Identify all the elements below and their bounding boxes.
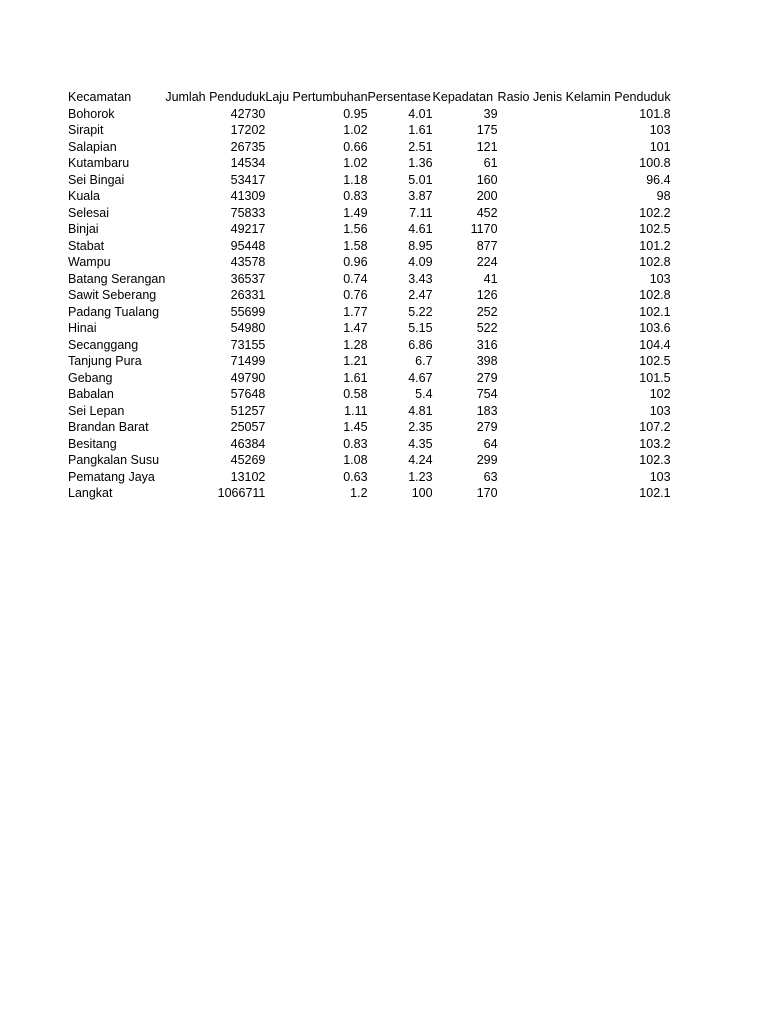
cell-persentase: 6.7 — [415, 354, 433, 368]
table-row — [68, 419, 671, 436]
cell-kepadatan: 224 — [476, 255, 498, 269]
cell-persentase: 2.47 — [408, 288, 433, 302]
cell-kecamatan: Hinai — [68, 321, 97, 335]
table-row — [68, 386, 671, 403]
cell-rasio-jenis-kelamin: 107.2 — [639, 420, 671, 434]
cell-jumlah-penduduk: 41309 — [230, 189, 266, 203]
cell-kecamatan: Brandan Barat — [68, 420, 149, 434]
cell-laju-pertumbuhan: 1.45 — [343, 420, 368, 434]
header-rasio-jenis-kelamin: Rasio Jenis Kelamin Penduduk — [497, 90, 671, 104]
cell-laju-pertumbuhan: 1.2 — [350, 486, 368, 500]
cell-kepadatan: 398 — [476, 354, 498, 368]
table-row — [68, 238, 671, 255]
cell-kecamatan: Besitang — [68, 436, 117, 451]
cell-kecamatan: Pangkalan Susu — [68, 453, 160, 467]
cell-kepadatan: 170 — [476, 486, 498, 500]
cell-kecamatan: Wampu — [68, 255, 111, 269]
table-row — [68, 469, 671, 486]
cell-kepadatan: 61 — [483, 156, 498, 170]
cell-persentase: 8.95 — [408, 238, 433, 253]
cell-rasio-jenis-kelamin: 102.3 — [639, 453, 671, 467]
cell-kecamatan: Pematang Jaya — [68, 469, 155, 484]
cell-persentase: 4.09 — [408, 255, 433, 269]
cell-kecamatan: Sei Bingai — [68, 172, 125, 187]
cell-rasio-jenis-kelamin: 104.4 — [639, 337, 671, 352]
table-row — [68, 254, 671, 271]
cell-laju-pertumbuhan: 1.08 — [343, 453, 368, 467]
table-row — [68, 188, 671, 205]
table-row — [68, 485, 671, 502]
cell-rasio-jenis-kelamin: 103 — [649, 469, 671, 484]
cell-jumlah-penduduk: 55699 — [230, 304, 266, 319]
cell-kepadatan: 121 — [476, 139, 498, 154]
table-row — [68, 452, 671, 469]
table-row — [68, 155, 671, 172]
cell-laju-pertumbuhan: 1.77 — [343, 304, 368, 319]
cell-rasio-jenis-kelamin: 102.1 — [639, 486, 671, 500]
table-row — [68, 337, 671, 354]
cell-kepadatan: 877 — [476, 238, 498, 253]
cell-kecamatan: Kuala — [68, 189, 100, 203]
cell-kepadatan: 39 — [483, 106, 498, 121]
cell-kepadatan: 126 — [476, 288, 498, 302]
cell-jumlah-penduduk: 36537 — [230, 271, 266, 286]
cell-kepadatan: 183 — [476, 403, 498, 418]
cell-persentase: 4.67 — [408, 370, 433, 385]
cell-laju-pertumbuhan: 0.63 — [343, 469, 368, 484]
cell-jumlah-penduduk: 75833 — [230, 205, 266, 220]
cell-jumlah-penduduk: 25057 — [230, 420, 266, 434]
cell-jumlah-penduduk: 49790 — [230, 370, 266, 385]
table-row — [68, 221, 671, 238]
spreadsheet-page — [68, 89, 671, 502]
cell-laju-pertumbuhan: 0.76 — [343, 288, 368, 302]
cell-kecamatan: Sawit Seberang — [68, 288, 157, 302]
cell-laju-pertumbuhan: 1.61 — [343, 370, 368, 385]
cell-kepadatan: 1170 — [470, 222, 498, 236]
cell-rasio-jenis-kelamin: 101.8 — [639, 106, 671, 121]
table-row — [68, 370, 671, 387]
cell-kecamatan: Gebang — [68, 370, 113, 385]
cell-persentase: 2.51 — [408, 139, 433, 154]
table-row — [68, 436, 671, 453]
cell-jumlah-penduduk: 51257 — [230, 403, 266, 418]
cell-jumlah-penduduk: 71499 — [230, 354, 266, 368]
cell-persentase: 3.87 — [408, 189, 433, 203]
cell-kepadatan: 64 — [483, 436, 498, 451]
cell-rasio-jenis-kelamin: 101 — [649, 139, 671, 154]
cell-laju-pertumbuhan: 1.02 — [343, 156, 368, 170]
table-row — [68, 287, 671, 304]
cell-kecamatan: Salapian — [68, 139, 117, 154]
cell-rasio-jenis-kelamin: 103.6 — [639, 321, 671, 335]
cell-jumlah-penduduk: 26331 — [230, 288, 266, 302]
cell-persentase: 5.22 — [408, 304, 433, 319]
cell-jumlah-penduduk: 73155 — [230, 337, 266, 352]
cell-kepadatan: 279 — [476, 370, 498, 385]
cell-kepadatan: 252 — [476, 304, 498, 319]
table-row — [68, 403, 671, 420]
cell-jumlah-penduduk: 95448 — [230, 238, 266, 253]
table-row — [68, 353, 671, 370]
cell-laju-pertumbuhan: 1.11 — [344, 403, 368, 418]
cell-laju-pertumbuhan: 1.58 — [343, 238, 368, 253]
cell-kecamatan: Secanggang — [68, 337, 139, 352]
cell-rasio-jenis-kelamin: 102.5 — [639, 222, 671, 236]
table-row — [68, 139, 671, 156]
cell-rasio-jenis-kelamin: 100.8 — [639, 156, 671, 170]
cell-kepadatan: 316 — [476, 337, 498, 352]
cell-rasio-jenis-kelamin: 96.4 — [646, 172, 671, 187]
cell-kepadatan: 160 — [476, 172, 498, 187]
cell-rasio-jenis-kelamin: 98 — [656, 189, 671, 203]
cell-kecamatan: Selesai — [68, 205, 109, 220]
table-row — [68, 106, 671, 123]
cell-laju-pertumbuhan: 0.66 — [343, 139, 368, 154]
cell-kecamatan: Kutambaru — [68, 156, 130, 170]
cell-laju-pertumbuhan: 1.49 — [343, 205, 368, 220]
cell-jumlah-penduduk: 46384 — [230, 436, 266, 451]
cell-kecamatan: Bohorok — [68, 106, 115, 121]
cell-persentase: 4.24 — [408, 453, 433, 467]
cell-laju-pertumbuhan: 0.95 — [343, 106, 368, 121]
cell-kepadatan: 754 — [476, 387, 498, 401]
cell-rasio-jenis-kelamin: 101.2 — [639, 238, 671, 253]
cell-persentase: 6.86 — [408, 337, 433, 352]
cell-rasio-jenis-kelamin: 103 — [649, 271, 671, 286]
cell-jumlah-penduduk: 54980 — [230, 321, 266, 335]
cell-rasio-jenis-kelamin: 102 — [649, 387, 671, 401]
cell-rasio-jenis-kelamin: 103 — [649, 123, 671, 137]
cell-jumlah-penduduk: 13102 — [230, 469, 266, 484]
cell-persentase: 7.11 — [409, 205, 433, 220]
cell-kecamatan: Stabat — [68, 238, 105, 253]
cell-kepadatan: 279 — [476, 420, 498, 434]
cell-rasio-jenis-kelamin: 103 — [649, 403, 671, 418]
cell-rasio-jenis-kelamin: 103.2 — [639, 436, 671, 451]
cell-kepadatan: 200 — [476, 189, 498, 203]
cell-laju-pertumbuhan: 1.02 — [343, 123, 368, 137]
header-laju-pertumbuhan: Laju Pertumbuhan — [265, 90, 368, 104]
cell-jumlah-penduduk: 14534 — [230, 156, 266, 170]
cell-laju-pertumbuhan: 0.83 — [343, 189, 368, 203]
cell-jumlah-penduduk: 45269 — [230, 453, 266, 467]
cell-persentase: 100 — [411, 486, 433, 500]
cell-persentase: 4.35 — [408, 436, 433, 451]
cell-kecamatan: Babalan — [68, 387, 114, 401]
cell-rasio-jenis-kelamin: 102.5 — [639, 354, 671, 368]
cell-kepadatan: 63 — [483, 469, 498, 484]
header-row — [68, 89, 671, 106]
cell-kecamatan: Sirapit — [68, 123, 104, 137]
cell-persentase: 1.61 — [408, 123, 433, 137]
cell-rasio-jenis-kelamin: 102.8 — [639, 255, 671, 269]
cell-persentase: 1.36 — [408, 156, 433, 170]
cell-jumlah-penduduk: 1066711 — [217, 486, 266, 500]
cell-kecamatan: Langkat — [68, 486, 113, 500]
cell-kepadatan: 175 — [476, 123, 498, 137]
cell-laju-pertumbuhan: 1.28 — [343, 337, 368, 352]
cell-rasio-jenis-kelamin: 102.8 — [639, 288, 671, 302]
cell-rasio-jenis-kelamin: 102.2 — [639, 205, 671, 220]
cell-rasio-jenis-kelamin: 101.5 — [639, 370, 671, 385]
cell-persentase: 3.43 — [408, 271, 433, 286]
cell-kepadatan: 41 — [483, 271, 498, 286]
cell-jumlah-penduduk: 26735 — [230, 139, 266, 154]
cell-jumlah-penduduk: 49217 — [230, 222, 266, 236]
cell-persentase: 4.81 — [408, 403, 433, 418]
cell-kecamatan: Batang Serangan — [68, 271, 166, 286]
cell-laju-pertumbuhan: 1.21 — [343, 354, 368, 368]
cell-persentase: 4.01 — [408, 106, 433, 121]
table-row — [68, 271, 671, 288]
header-kecamatan: Kecamatan — [68, 90, 132, 104]
cell-kecamatan: Padang Tualang — [68, 304, 160, 319]
cell-kepadatan: 299 — [476, 453, 498, 467]
cell-persentase: 4.61 — [408, 222, 433, 236]
cell-laju-pertumbuhan: 0.58 — [343, 387, 368, 401]
cell-jumlah-penduduk: 17202 — [230, 123, 266, 137]
cell-persentase: 5.4 — [415, 387, 433, 401]
cell-persentase: 5.15 — [408, 321, 433, 335]
cell-persentase: 5.01 — [408, 172, 433, 187]
cell-laju-pertumbuhan: 1.18 — [343, 172, 368, 187]
table-body — [68, 89, 671, 502]
cell-laju-pertumbuhan: 0.96 — [343, 255, 368, 269]
cell-kepadatan: 522 — [476, 321, 498, 335]
table-row — [68, 172, 671, 189]
cell-jumlah-penduduk: 42730 — [230, 106, 266, 121]
table-row — [68, 304, 671, 321]
header-jumlah-penduduk: Jumlah Penduduk — [165, 90, 266, 104]
cell-laju-pertumbuhan: 0.74 — [343, 271, 368, 286]
table-row — [68, 320, 671, 337]
cell-kepadatan: 452 — [476, 205, 498, 220]
cell-rasio-jenis-kelamin: 102.1 — [639, 304, 671, 319]
cell-persentase: 2.35 — [408, 420, 433, 434]
cell-laju-pertumbuhan: 0.83 — [343, 436, 368, 451]
cell-jumlah-penduduk: 43578 — [230, 255, 266, 269]
cell-laju-pertumbuhan: 1.47 — [343, 321, 368, 335]
header-kepadatan: Kepadatan — [432, 90, 494, 104]
cell-laju-pertumbuhan: 1.56 — [343, 222, 368, 236]
cell-persentase: 1.23 — [408, 469, 433, 484]
cell-kecamatan: Tanjung Pura — [68, 354, 142, 368]
population-table — [68, 89, 671, 502]
cell-jumlah-penduduk: 53417 — [230, 172, 266, 187]
table-row — [68, 205, 671, 222]
header-persentase: Persentase — [367, 90, 431, 104]
cell-jumlah-penduduk: 57648 — [230, 387, 266, 401]
cell-kecamatan: Binjai — [68, 222, 99, 236]
table-row — [68, 122, 671, 139]
cell-kecamatan: Sei Lepan — [68, 403, 125, 418]
